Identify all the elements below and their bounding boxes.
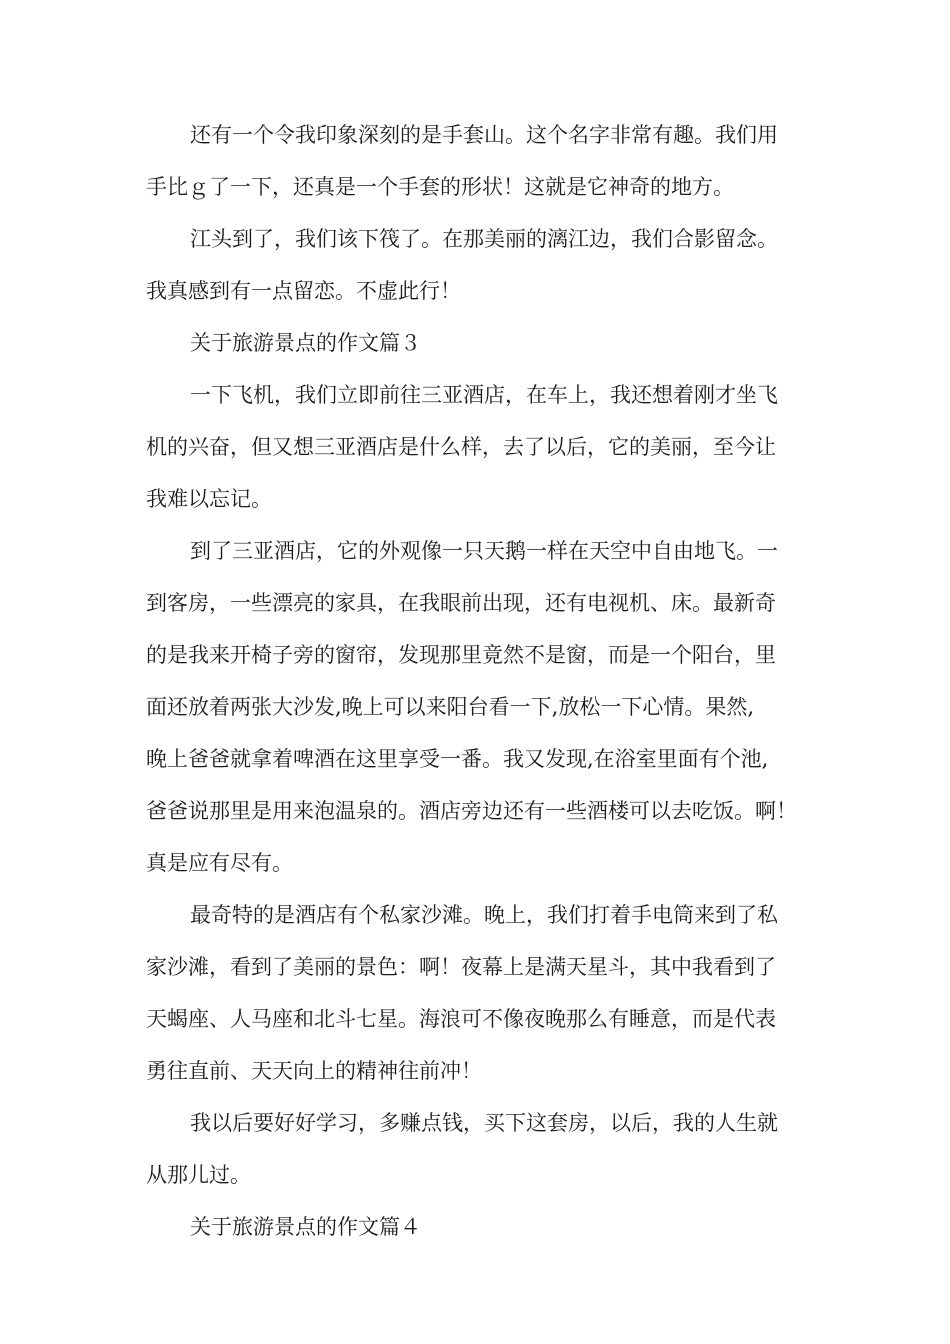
paragraph-line: 晚上爸爸就拿着啤酒在这里享受一番。我又发现,在浴室里面有个池, [146,747,769,771]
paragraph-line: 天蝎座、人马座和北斗七星。海浪可不像夜晚那么有睡意，而是代表 [146,1007,776,1031]
paragraph-line: 从那儿过。 [146,1163,251,1187]
paragraph-line: 爸爸说那里是用来泡温泉的。酒店旁边还有一些酒楼可以去吃饭。啊！ [146,799,797,823]
paragraph-line: 我难以忘记。 [146,487,272,511]
paragraph-line: 我真感到有一点留恋。不虚此行！ [146,279,461,303]
paragraph-line: 到客房，一些漂亮的家具，在我眼前出现，还有电视机、床。最新奇 [146,591,776,615]
paragraph-line: 家沙滩，看到了美丽的景色：啊！夜幕上是满天星斗，其中我看到了 [146,955,776,979]
paragraph-line: 真是应有尽有。 [146,851,293,875]
paragraph-line: 我以后要好好学习，多赚点钱，买下这套房，以后，我的人生就 [190,1111,778,1135]
section-heading: 关于旅游景点的作文篇３ [190,331,421,355]
paragraph-line: 还有一个令我印象深刻的是手套山。这个名字非常有趣。我们用 [190,123,778,147]
paragraph-line: 面还放着两张大沙发,晚上可以来阳台看一下,放松一下心情。果然, [146,695,755,719]
section-heading: 关于旅游景点的作文篇４ [190,1215,421,1239]
paragraph-line: 的是我来开椅子旁的窗帘，发现那里竟然不是窗，而是一个阳台，里 [146,643,776,667]
paragraph-line: 机的兴奋，但又想三亚酒店是什么样，去了以后，它的美丽，至今让 [146,435,776,459]
paragraph-line: 一下飞机，我们立即前往三亚酒店，在车上，我还想着刚才坐飞 [190,383,778,407]
paragraph-line: 手比ｇ了一下，还真是一个手套的形状！这就是它神奇的地方。 [146,175,734,199]
paragraph-line: 勇往直前、天天向上的精神往前冲！ [146,1059,482,1083]
paragraph-line: 到了三亚酒店，它的外观像一只天鹅一样在天空中自由地飞。一 [190,539,778,563]
paragraph-line: 江头到了，我们该下筏了。在那美丽的漓江边，我们合影留念。 [190,227,778,251]
paragraph-line: 最奇特的是酒店有个私家沙滩。晚上，我们打着手电筒来到了私 [190,903,778,927]
